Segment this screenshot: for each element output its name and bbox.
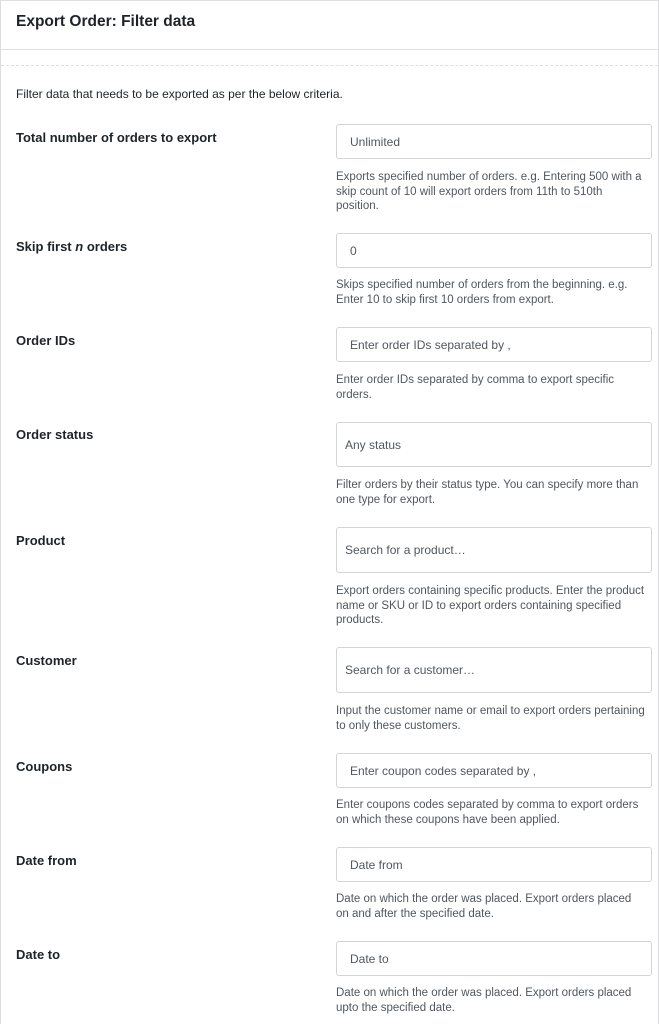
order-ids-help: Enter order IDs separated by comma to export specific orders.: [336, 374, 615, 401]
customer-search-input[interactable]: [337, 648, 651, 692]
customer-label: Customer: [16, 653, 77, 668]
skip-label-n: n: [75, 239, 84, 254]
order-ids-input[interactable]: [337, 328, 651, 361]
product-search-input[interactable]: [337, 528, 651, 572]
coupons-help: Enter coupons codes separated by comma to export orders on which these coupons have been applied.: [336, 799, 639, 826]
skip-orders-field-wrap: [336, 233, 652, 268]
product-label: Product: [16, 533, 66, 548]
total-orders-field-wrap: [336, 124, 652, 159]
date-from-label: Date from: [16, 853, 77, 868]
date-to-label: Date to: [16, 947, 61, 962]
coupons-label: Coupons: [16, 759, 73, 774]
panel-header: [1, 0, 658, 50]
skip-orders-input[interactable]: [337, 234, 651, 267]
order-status-select-wrap: [336, 422, 652, 467]
date-from-help: Date on which the order was placed. Export orders placed on and after the specified date.: [336, 893, 632, 920]
customer-search-wrap: [336, 647, 652, 693]
skip-label-post: orders: [83, 239, 128, 254]
page-title: Export Order: Filter data: [16, 13, 196, 30]
divider: [1, 65, 658, 66]
product-help: Export orders containing specific products. Enter the product name or SKU or ID to export orders containing specified products.: [336, 585, 645, 626]
intro-text: Filter data that needs to be exported as per the below criteria.: [16, 87, 343, 101]
coupons-input[interactable]: [337, 754, 651, 787]
date-to-input[interactable]: [337, 942, 651, 975]
skip-orders-help: Skips specified number of orders from the beginning. e.g. Enter 10 to skip first 10 orders from export.: [336, 279, 628, 306]
skip-orders-label: [16, 239, 127, 254]
total-orders-help: Exports specified number of orders. e.g. Entering 500 with a skip count of 10 will export orders from 11th to 510th position.: [336, 171, 642, 212]
date-to-field-wrap: [336, 941, 652, 976]
order-status-label: Order status: [16, 427, 94, 442]
date-from-field-wrap: [336, 847, 652, 882]
order-ids-label: Order IDs: [16, 333, 76, 348]
coupons-field-wrap: [336, 753, 652, 788]
order-status-select[interactable]: [337, 423, 651, 466]
skip-label-pre: Skip first: [16, 239, 76, 254]
total-orders-label: Total number of orders to export: [16, 130, 217, 145]
date-to-help: Date on which the order was placed. Export orders placed upto the specified date.: [336, 987, 632, 1014]
date-from-input[interactable]: [337, 848, 651, 881]
order-status-help: Filter orders by their status type. You can specify more than one type for export.: [336, 479, 639, 506]
total-orders-input[interactable]: [337, 125, 651, 158]
product-search-wrap: [336, 527, 652, 573]
order-ids-field-wrap: [336, 327, 652, 362]
customer-help: Input the customer name or email to export orders pertaining to only these customers.: [336, 705, 645, 732]
